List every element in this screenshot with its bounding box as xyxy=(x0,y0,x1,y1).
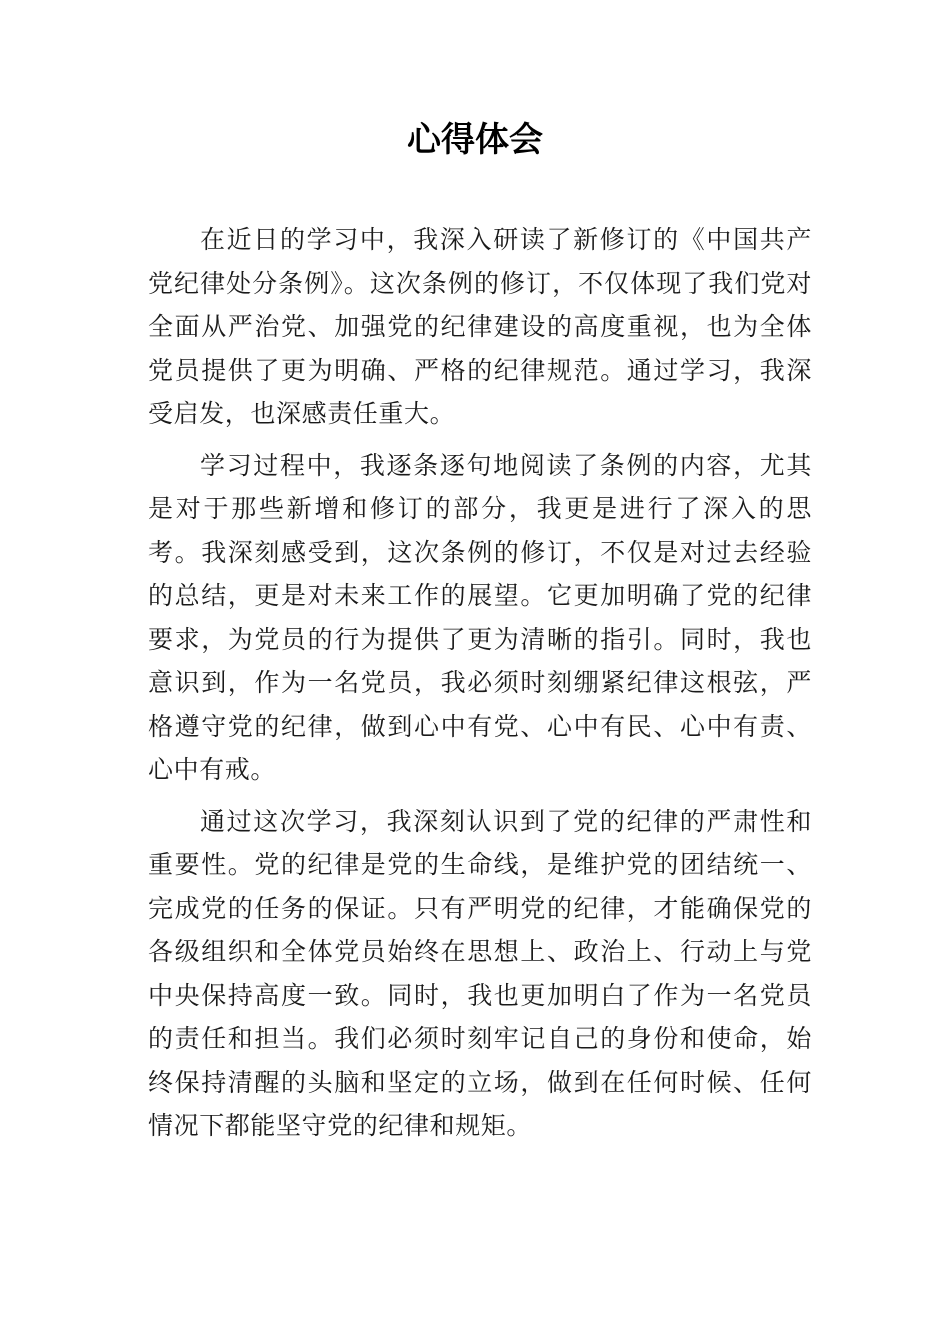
paragraph-2: 学习过程中，我逐条逐句地阅读了条例的内容，尤其是对于那些新增和修订的部分，我更是进行了深入的思考。我深刻感受到，这次条例的修订，不仅是对过去经验的总结，更是对未来工作的展望。它更加明确了党的纪律要求，为党员的行为提供了更为清晰的指引。同时，我也意识到，作为一名党员，我必须时刻绷紧纪律这根弦，严格遵守党的纪律，做到心中有党、心中有民、心中有责、心中有戒。 xyxy=(148,450,812,784)
page-title: 心得体会 xyxy=(407,120,543,160)
paragraph-3: 通过这次学习，我深刻认识到了党的纪律的严肃性和重要性。党的纪律是党的生命线，是维护党的团结统一、完成党的任务的保证。只有严明党的纪律，才能确保党的各级组织和全体党员始终在思想上、政治上、行动上与党中央保持高度一致。同时，我也更加明白了作为一名党员的责任和担当。我们必须时刻牢记自己的身份和使命，始终保持清醒的头脑和坚定的立场，做到在任何时候、任何情况下都能坚守党的纪律和规矩。 xyxy=(148,806,812,1140)
paragraph-1: 在近日的学习中，我深入研读了新修订的《中国共产党纪律处分条例》。这次条例的修订，不仅体现了我们党对全面从严治党、加强党的纪律建设的高度重视，也为全体党员提供了更为明确、严格的纪律规范。通过学习，我深受启发，也深感责任重大。 xyxy=(148,225,812,428)
document-body xyxy=(148,218,812,1156)
